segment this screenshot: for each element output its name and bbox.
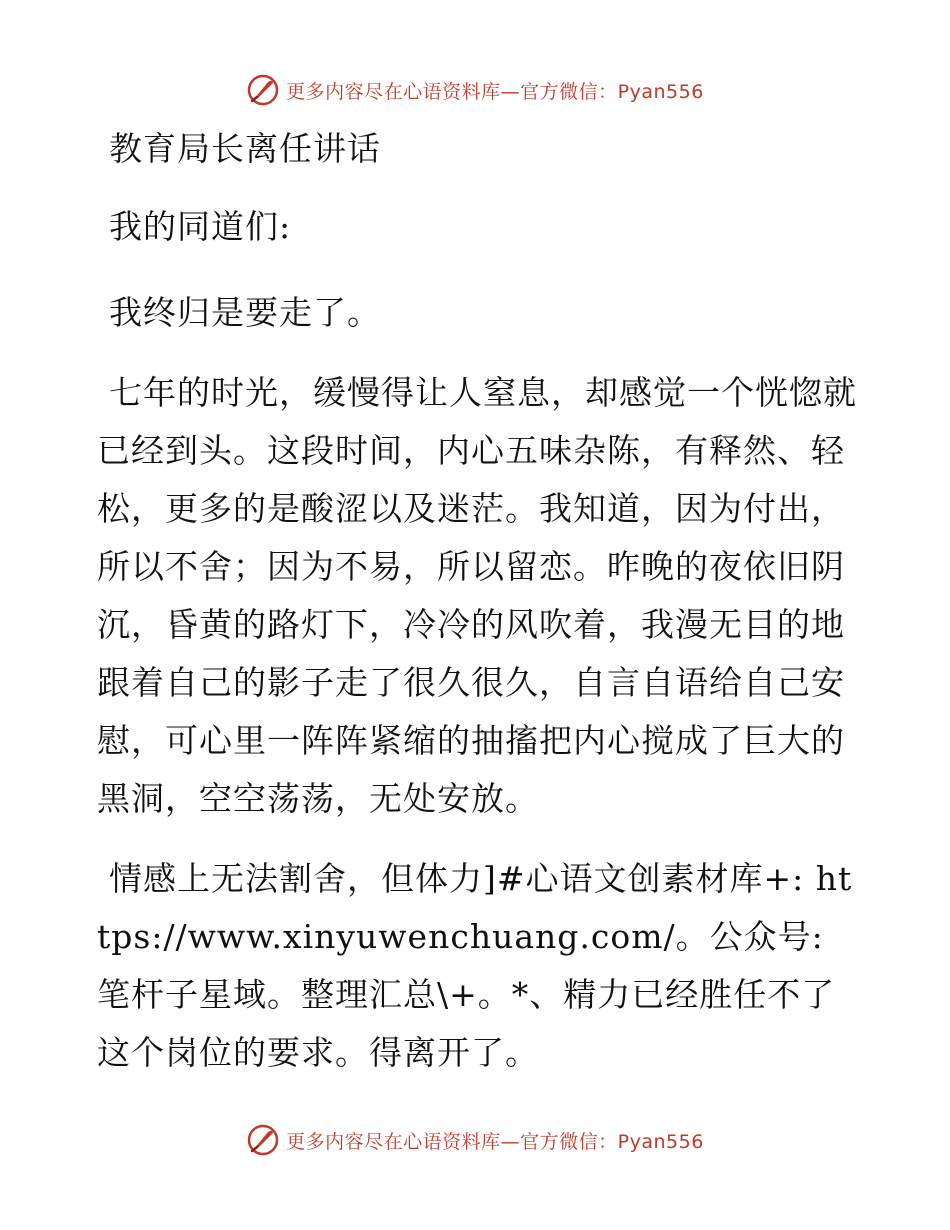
paragraph: 七年的时光，缓慢得让人窒息，却感觉一个恍惚就已经到头。这段时间，内心五味杂陈，有释然、轻松，更多的是酸涩以及迷茫。我知道，因为付出，所以不舍；因为不易，所以留恋。昨晚的夜依旧阴沉，昏黄的路灯下，冷冷的风吹着，我漫无目的地跟着自己的影子走了很久很久，自言自语给自己安慰，可心里一阵阵紧缩的抽搐把内心搅成了巨大的黑洞，空空荡荡，无处安放。: [97, 373, 857, 818]
greeting: 我的同道们:: [109, 207, 292, 246]
document-title: 教育局长离任讲话: [109, 129, 381, 168]
watermark-text: 更多内容尽在心语资料库—官方微信：Pyan556: [286, 1130, 704, 1153]
lead-sentence: 我终归是要走了。: [109, 293, 381, 332]
quill-pen-logo-icon: [246, 73, 280, 107]
quill-pen-logo-icon: [246, 1123, 280, 1157]
page-footer-watermark: [0, 1120, 950, 1160]
document-body: [97, 120, 857, 1082]
watermark-text: 更多内容尽在心语资料库—官方微信：Pyan556: [286, 80, 704, 103]
page-header-watermark: [0, 70, 950, 110]
paragraph: 情感上无法割舍，但体力]#心语文创素材库+: https://www.xinyuwenchuang.com/。公众号: 笔杆子星域。整理汇总\+。*、精力已经胜任不了这个岗位的要求。得离开了。: [97, 859, 853, 1072]
